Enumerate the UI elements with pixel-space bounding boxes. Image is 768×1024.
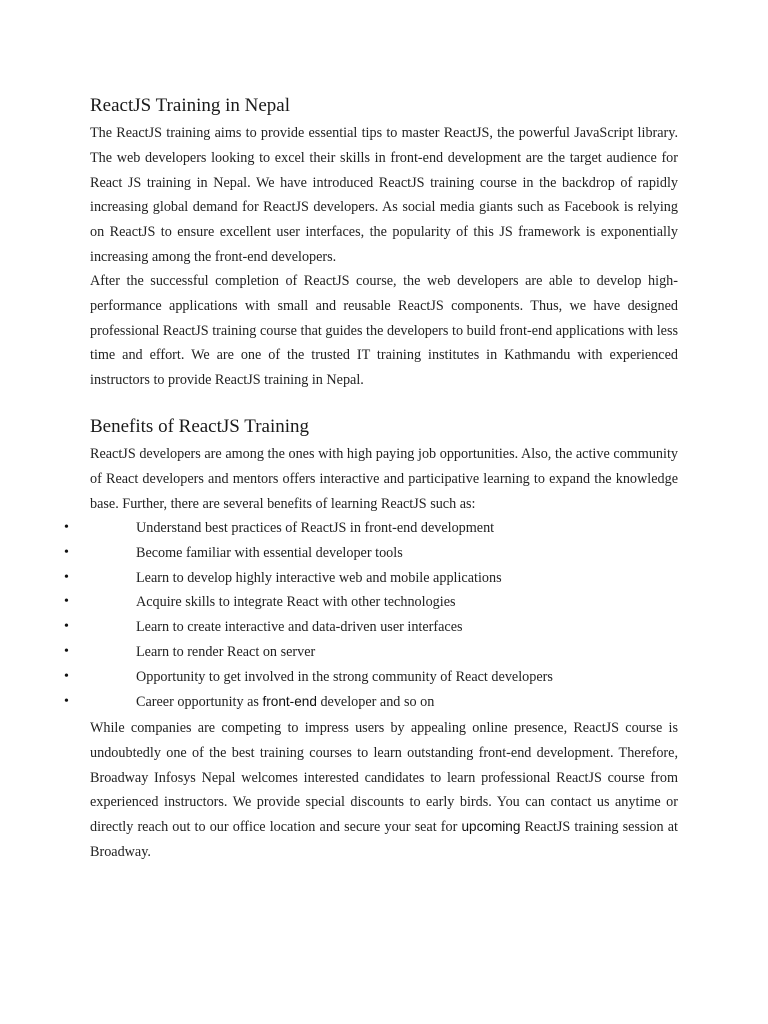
list-item <box>0 541 768 566</box>
list-item <box>0 615 768 640</box>
list-item <box>0 640 768 665</box>
bullet-icon: • <box>64 520 69 535</box>
list-item-text-lead: Career opportunity as <box>136 693 263 710</box>
list-item <box>0 665 768 690</box>
bullet-icon: • <box>64 594 69 610</box>
list-item-text: Learn to create interactive and data-driven user interfaces <box>136 619 463 636</box>
completion-paragraph: After the successful completion of ReactJS course, the web developers are able to develop high-performance applications with small and reusable ReactJS components. Thus, we have designed professional ReactJS training course that guides the developers to build front-end applications with less time and effort. We are one of the trusted IT training institutes in Kathmandu with experienced instructors to provide ReactJS training in Nepal. <box>90 273 678 389</box>
bullet-icon: • <box>64 544 69 560</box>
list-item-text: Understand best practices of ReactJS in front-end development <box>136 520 495 536</box>
heading-benefits: Benefits of ReactJS Training <box>90 416 310 437</box>
front-end-term: front-end <box>262 693 317 709</box>
benefits-intro-paragraph: ReactJS developers are among the ones with high paying job opportunities. Also, the active community of React developers and mentors offers interactive and participative learning to expand the knowledge base. Further, there are several benefits of learning ReactJS such as: <box>90 446 678 512</box>
bullet-icon: • <box>64 643 69 659</box>
list-item-text: Acquire skills to integrate React with other technologies <box>136 594 456 611</box>
benefits-list <box>0 516 768 714</box>
bullet-icon: • <box>64 693 69 709</box>
list-item-text-tail: developer and so on <box>316 693 435 710</box>
bullet-icon: • <box>64 569 69 585</box>
intro-paragraph: The ReactJS training aims to provide essential tips to master ReactJS, the powerful JavaScript library. The web developers looking to excel their skills in front-end development are the target audience for React JS training in Nepal. We have introduced ReactJS training course in the backdrop of rapidly increasing global demand for ReactJS developers. As social media giants such as Facebook is relying on ReactJS to ensure excellent user interfaces, the popularity of this JS framework is exponentially increasing among the front-end developers. <box>90 125 678 265</box>
list-item-text-last <box>136 690 434 715</box>
bullet-icon: • <box>64 619 69 635</box>
list-item-text: Learn to render React on server <box>136 643 316 660</box>
upcoming-term: upcoming <box>461 819 521 835</box>
closing-text-part2: ReactJS training session at Broadway. <box>90 819 678 860</box>
list-item-text: Learn to develop highly interactive web and mobile applications <box>136 569 502 586</box>
closing-paragraph <box>90 716 678 865</box>
closing-text-part1: While companies are competing to impress users by appealing online presence, ReactJS course is undoubtedly one of the best training courses to learn outstanding front-end development. Therefore, Broadway Infosys Nepal welcomes interested candidates to learn professional ReactJS course from experienced instructors. We provide special discounts to early birds. You can contact us anytime or directly reach out to our office location and secure your seat for <box>90 720 678 836</box>
list-item-text: Become familiar with essential developer tools <box>136 544 403 561</box>
list-item-text: Opportunity to get involved in the strong community of React developers <box>136 668 553 685</box>
list-item <box>0 566 768 591</box>
heading-reactjs-training: ReactJS Training in Nepal <box>90 95 291 116</box>
list-item <box>0 516 768 541</box>
bullet-icon: • <box>64 668 69 684</box>
list-item <box>0 690 768 715</box>
list-item <box>0 590 768 615</box>
